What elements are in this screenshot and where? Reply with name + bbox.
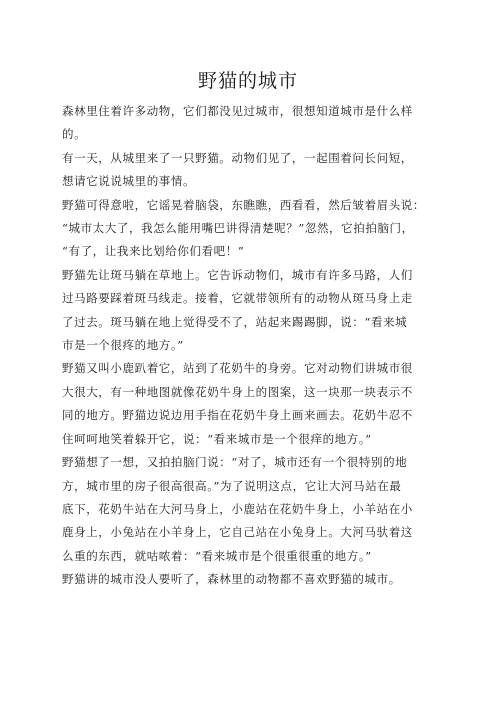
text-line: 鹿身上，小兔站在小羊身上，它自己站在小兔身上。大河马驮着这 xyxy=(62,525,413,540)
text-line: 同的地方。野猫边说边用手指在花奶牛身上画来画去。花奶牛忍不 xyxy=(62,408,413,423)
text-line: 么重的东西，就咕哝着：“看来城市是个很重很重的地方。” xyxy=(62,548,372,563)
paragraph xyxy=(62,264,434,358)
text-line: 住呵呵地笑着躲开它，说：“看来城市是一个很痒的地方。” xyxy=(62,431,372,446)
text-line: “有了，让我来比划给你们看吧！” xyxy=(62,244,245,259)
text-line: 野猫想了一想，又拍拍脑门说：“对了，城市还有一个很特别的地 xyxy=(62,455,408,470)
text-line: 有一天，从城里来了一只野猫。动物们见了，一起围着问长问短， xyxy=(62,150,413,165)
document-body xyxy=(62,100,434,592)
text-line: 底下，花奶牛站在大河马身上，小鹿站在花奶牛身上，小羊站在小 xyxy=(62,501,413,516)
text-line: 的。 xyxy=(62,127,87,142)
text-line: 了过去。斑马躺在地上觉得受不了，站起来踢踢脚，说：“看来城 xyxy=(62,314,408,329)
text-line: 市是一个很疼的地方。” xyxy=(62,338,184,353)
text-line: 野猫可得意啦，它谣晃着脑袋，东瞧瞧，西看看，然后皱着眉头说： xyxy=(62,197,425,212)
paragraph xyxy=(62,568,434,591)
text-line: 野猫讲的城市没人要听了，森林里的动物都不喜欢野猫的城市。 xyxy=(62,572,401,587)
text-line: 过马路要踩着斑马线走。接着，它就带领所有的动物从斑马身上走 xyxy=(62,291,413,306)
text-line: “城市太大了，我怎么能用嘴巴讲得清楚呢？”忽然，它拍拍脑门， xyxy=(62,221,414,236)
document-title: 野猫的城市 xyxy=(197,70,298,92)
text-line: 野猫先让斑马躺在草地上。它告诉动物们，城市有许多马路，人们 xyxy=(62,267,413,282)
paragraph xyxy=(62,451,434,568)
text-line: 野猫又叫小鹿趴着它，站到了花奶牛的身旁。它对动物们讲城市很 xyxy=(62,361,413,376)
text-line: 森林里住着许多动物，它们都没见过城市，很想知道城市是什么样 xyxy=(62,104,413,118)
paragraph xyxy=(62,357,434,451)
text-line: 想请它说说城里的事情。 xyxy=(62,174,196,189)
text-line: 大很大，有一种地图就像花奶牛身上的图案，这一块那一块表示不 xyxy=(62,384,413,399)
text-line: 方，城市里的房子很高很高。”为了说明这点，它让大河马站在最 xyxy=(62,478,402,493)
paragraph xyxy=(62,100,434,147)
paragraph xyxy=(62,194,434,264)
paragraph xyxy=(62,147,434,194)
